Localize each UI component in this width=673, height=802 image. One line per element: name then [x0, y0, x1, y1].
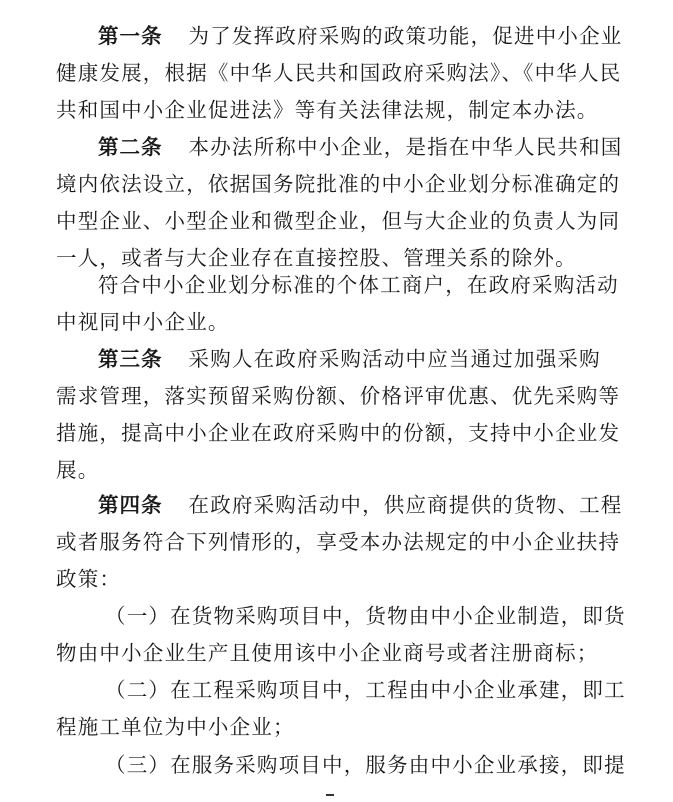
article-4-line-2: 或者服务符合下列情形的，享受本办法规定的中小企业扶持	[56, 530, 621, 554]
article-2-para-2-line-2: 中视同中小企业。	[56, 310, 230, 334]
article-1-line-2: 健康发展，根据《中华人民共和国政府采购法》、《中华人民	[56, 61, 622, 85]
article-2-line-3: 中型企业、小型企业和微型企业，但与大企业的负责人为同	[56, 209, 621, 233]
item-2-line-2: 程施工单位为中小企业；	[56, 715, 295, 739]
article-3-line-3: 措施，提高中小企业在政府采购中的份额，支持中小企业发	[56, 421, 621, 445]
article-1-line-3: 共和国中小企业促进法》等有关法律法规，制定本办法。	[56, 98, 599, 122]
article-4-first-line	[98, 487, 623, 524]
article-1-first-line	[98, 18, 623, 55]
item-2-line-1: （二）在工程采购项目中，工程由中小企业承建，即工	[105, 678, 626, 702]
article-4-line-1-text: 在政府采购活动中，供应商提供的货物、工程	[188, 493, 623, 517]
article-1-heading: 第一条	[98, 24, 163, 48]
article-2-para-2-line-1: 符合中小企业划分标准的个体工商户，在政府采购活动	[98, 273, 619, 297]
item-3-line-1: （三）在服务采购项目中，服务由中小企业承接，即提	[105, 753, 626, 777]
article-3-line-2: 需求管理，落实预留采购份额、价格评审优惠、优先采购等	[56, 384, 621, 408]
article-2-first-line	[98, 129, 623, 166]
article-4-heading: 第四条	[98, 493, 163, 517]
article-1-line-1-text: 为了发挥政府采购的政策功能，促进中小企业	[188, 24, 623, 48]
article-2-line-4: 一人，或者与大企业存在直接控股、管理关系的除外。	[56, 246, 577, 270]
article-2-line-2: 境内依法设立，依据国务院批准的中小企业划分标准确定的	[56, 172, 621, 196]
article-3-first-line	[98, 341, 616, 378]
page-number-mark	[326, 794, 334, 796]
item-1-line-1: （一）在货物采购项目中，货物由中小企业制造，即货	[105, 604, 626, 628]
article-3-line-1-text: 采购人在政府采购活动中应当通过加强采购	[188, 347, 601, 371]
article-2-line-1-text: 本办法所称中小企业，是指在中华人民共和国	[188, 135, 623, 159]
article-3-heading: 第三条	[98, 347, 163, 371]
article-3-line-4: 展。	[56, 458, 100, 482]
item-1-line-2: 物由中小企业生产且使用该中小企业商号或者注册商标；	[56, 641, 599, 665]
article-2-heading: 第二条	[98, 135, 163, 159]
article-4-line-3: 政策：	[56, 567, 122, 591]
